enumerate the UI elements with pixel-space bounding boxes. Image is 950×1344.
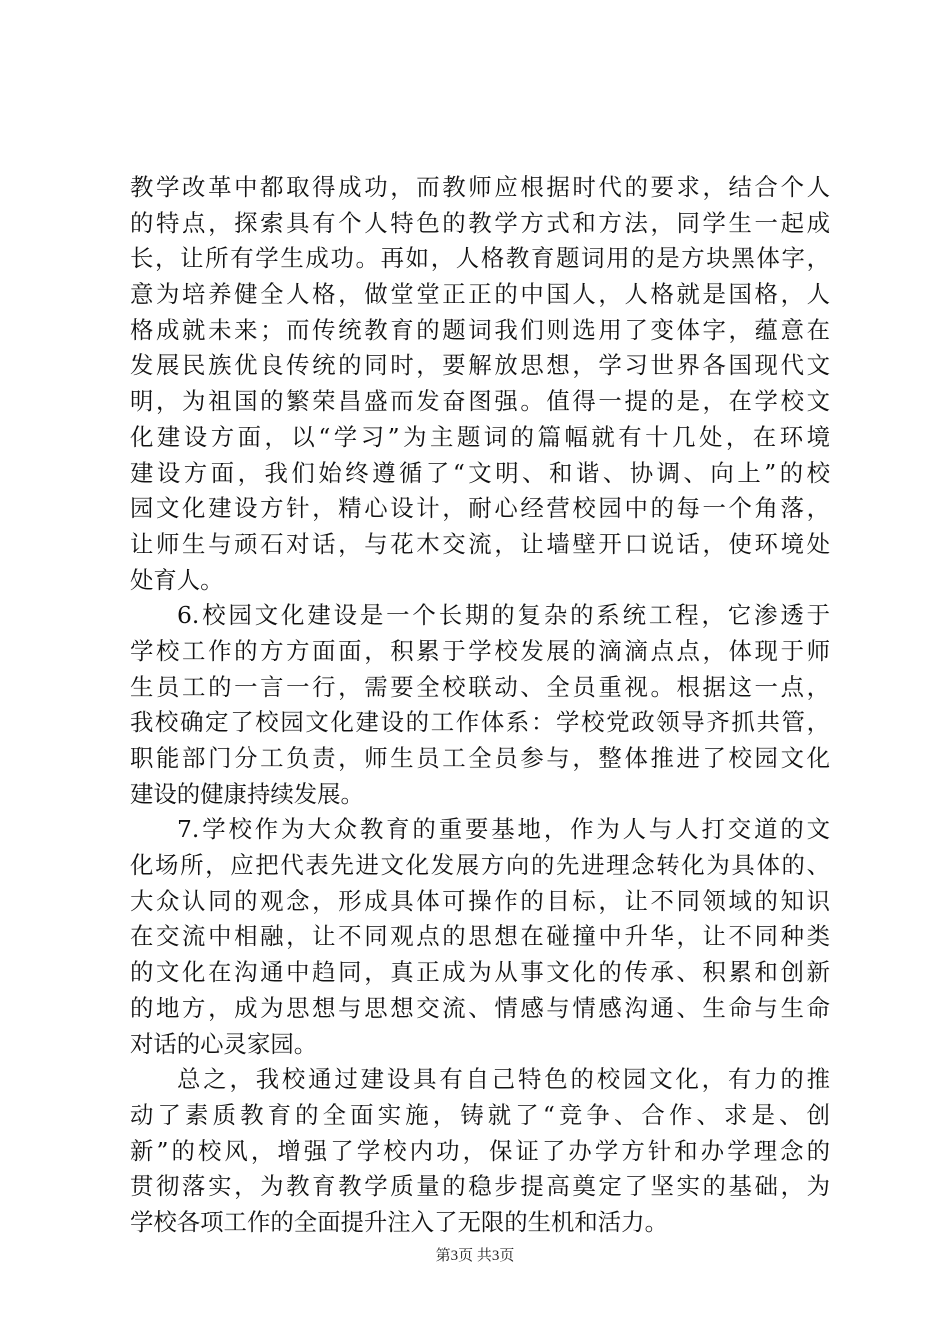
text-line: 长，让所有学生成功。再如，人格教育题词用的是方块黑体字， [130,244,830,273]
text-line: 化建设方面，以“学习”为主题词的篇幅就有十几处，在环境 [130,422,830,451]
text-line: 教学改革中都取得成功，而教师应根据时代的要求，结合个人 [130,173,830,201]
text-line: 处育人。 [130,565,224,594]
text-line: 的特点，探索具有个人特色的教学方式和方法，同学生一起成 [130,208,830,237]
text-line: 让师生与顽石对话，与花木交流，让墙壁开口说话，使环境处 [130,529,830,558]
text-line: 对话的心灵家园。 [130,1029,318,1058]
text-line: 贯彻落实，为教育教学质量的稳步提高奠定了坚实的基础，为 [130,1172,830,1201]
text-line: 总之，我校通过建设具有自己特色的校园文化，有力的推 [177,1065,830,1094]
text-line: 格成就未来；而传统教育的题词我们则选用了变体字，蕴意在 [130,315,830,344]
paragraph [130,1062,830,1240]
text-line: 在交流中相融，让不同观点的思想在碰撞中升华，让不同种类 [130,922,830,951]
text-line: 意为培养健全人格，做堂堂正正的中国人，人格就是国格，人 [130,280,830,309]
paragraph [130,170,830,598]
paragraph [130,598,830,812]
body-text [130,170,830,1241]
text-line: 职能部门分工负责，师生员工全员参与，整体推进了校园文化 [130,744,830,772]
text-line: 的地方，成为思想与思想交流、情感与情感沟通、生命与生命 [130,993,830,1022]
page-number-footer: 第3页 共3页 [435,1248,515,1264]
text-line: 大众认同的观念，形成具体可操作的目标，让不同领域的知识 [130,886,830,915]
text-line: 学校工作的方方面面，积累于学校发展的滴滴点点，体现于师 [130,636,830,665]
text-line: 新”的校风，增强了学校内功，保证了办学方针和办学理念的 [130,1136,830,1165]
text-line: 园文化建设方针，精心设计，耐心经营校园中的每一个角落， [130,494,830,523]
text-line: 生员工的一言一行，需要全校联动、全员重视。根据这一点， [130,672,830,701]
text-line: 动了素质教育的全面实施，铸就了“竞争、合作、求是、创 [130,1100,830,1129]
text-line: 学校各项工作的全面提升注入了无限的生机和活力。 [130,1207,668,1236]
text-line: 6.校园文化建设是一个长期的复杂的系统工程，它渗透于 [177,601,830,630]
text-line: 7.学校作为大众教育的重要基地，作为人与人打交道的文 [177,815,830,844]
text-line: 我校确定了校园文化建设的工作体系：学校党政领导齐抓共管， [130,708,830,737]
text-line: 建设方面，我们始终遵循了“文明、和谐、协调、向上”的校 [130,458,830,487]
text-line: 发展民族优良传统的同时，要解放思想，学习世界各国现代文 [130,351,830,380]
paragraph [130,812,830,1062]
text-line: 化场所，应把代表先进文化发展方向的先进理念转化为具体的、 [130,851,830,880]
text-line: 建设的健康持续发展。 [130,779,364,808]
text-line: 明，为祖国的繁荣昌盛而发奋图强。值得一提的是，在学校文 [130,387,830,416]
text-line: 的文化在沟通中趋同，真正成为从事文化的传承、积累和创新 [130,958,830,987]
